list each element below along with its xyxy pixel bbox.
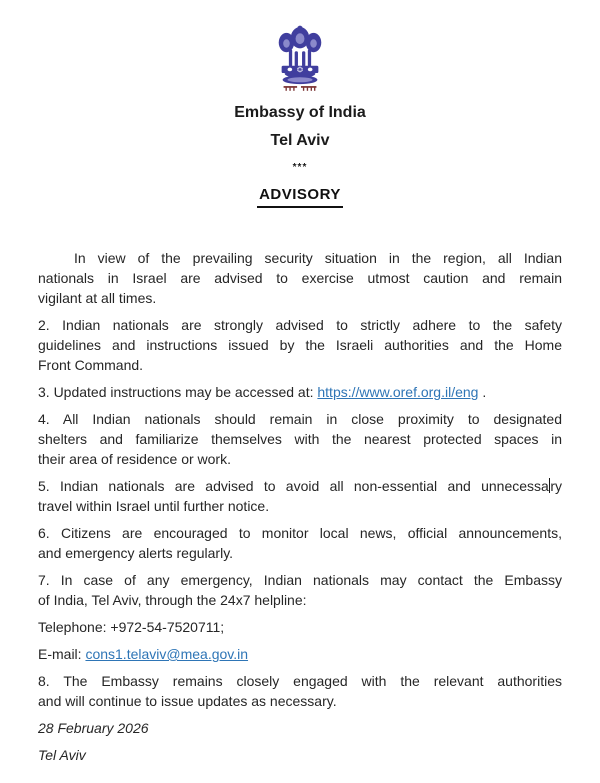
advisory-title: ADVISORY <box>257 186 343 208</box>
separator-stars: *** <box>292 162 308 173</box>
place-text: Tel Aviv <box>38 747 86 763</box>
paragraph-line: shelters and familiarize themselves with the nearest protected spaces in <box>38 431 562 447</box>
india-state-emblem-icon <box>271 24 329 94</box>
embassy-name: Embassy of India <box>234 104 366 121</box>
paragraph-line: of India, Tel Aviv, through the 24x7 helpline: <box>38 592 307 608</box>
paragraph-text: 3. Updated instructions may be accessed at: <box>38 384 318 400</box>
paragraph-line: and emergency alerts regularly. <box>38 545 234 561</box>
embassy-city: Tel Aviv <box>270 132 330 149</box>
paragraph-line: nationals in Israel are advised to exercise utmost caution and remain <box>38 270 562 286</box>
advisory-paragraph-7 <box>38 570 562 610</box>
advisory-paragraph-1 <box>38 248 562 308</box>
paragraph-line: vigilant at all times. <box>38 290 157 306</box>
oref-link[interactable]: https://www.oref.org.il/eng <box>317 384 479 400</box>
advisory-body <box>38 248 562 765</box>
document-place <box>38 745 562 765</box>
paragraph-line: 6. Citizens are encouraged to monitor local news, official announcements, <box>38 525 562 541</box>
advisory-paragraph-5 <box>38 476 562 516</box>
email-line <box>38 644 562 664</box>
email-label: E-mail: <box>38 646 86 662</box>
date-text: 28 February 2026 <box>38 720 149 736</box>
advisory-paragraph-2 <box>38 315 562 375</box>
paragraph-line <box>38 382 562 402</box>
paragraph-line: guidelines and instructions issued by the Israeli authorities and the Home <box>38 337 562 353</box>
email-link[interactable]: cons1.telaviv@mea.gov.in <box>85 646 249 662</box>
advisory-document <box>0 24 600 783</box>
document-date <box>38 718 562 738</box>
telephone-text: Telephone: +972-54-7520711; <box>38 619 225 635</box>
paragraph-text: . <box>478 384 487 400</box>
advisory-paragraph-3 <box>38 382 562 402</box>
paragraph-text: ry <box>550 478 562 494</box>
paragraph-text: 5. Indian nationals are advised to avoid all non-essential and unnecessa <box>38 478 549 494</box>
paragraph-line: Front Command. <box>38 357 144 373</box>
document-header <box>38 24 562 208</box>
advisory-paragraph-8 <box>38 671 562 711</box>
paragraph-line: 4. All Indian nationals should remain in close proximity to designated <box>38 411 562 427</box>
advisory-paragraph-4 <box>38 409 562 469</box>
paragraph-line <box>38 476 562 496</box>
paragraph-line: travel within Israel until further notice. <box>38 498 270 514</box>
paragraph-line: In view of the prevailing security situation in the region, all Indian <box>74 250 562 266</box>
paragraph-line: 8. The Embassy remains closely engaged with the relevant authorities <box>38 673 562 689</box>
paragraph-line: 7. In case of any emergency, Indian nationals may contact the Embassy <box>38 572 562 588</box>
telephone-line <box>38 617 562 637</box>
paragraph-line: 2. Indian nationals are strongly advised to strictly adhere to the safety <box>38 317 562 333</box>
paragraph-line <box>38 644 562 664</box>
advisory-paragraph-6 <box>38 523 562 563</box>
paragraph-line: and will continue to issue updates as necessary. <box>38 693 337 709</box>
paragraph-line: their area of residence or work. <box>38 451 231 467</box>
